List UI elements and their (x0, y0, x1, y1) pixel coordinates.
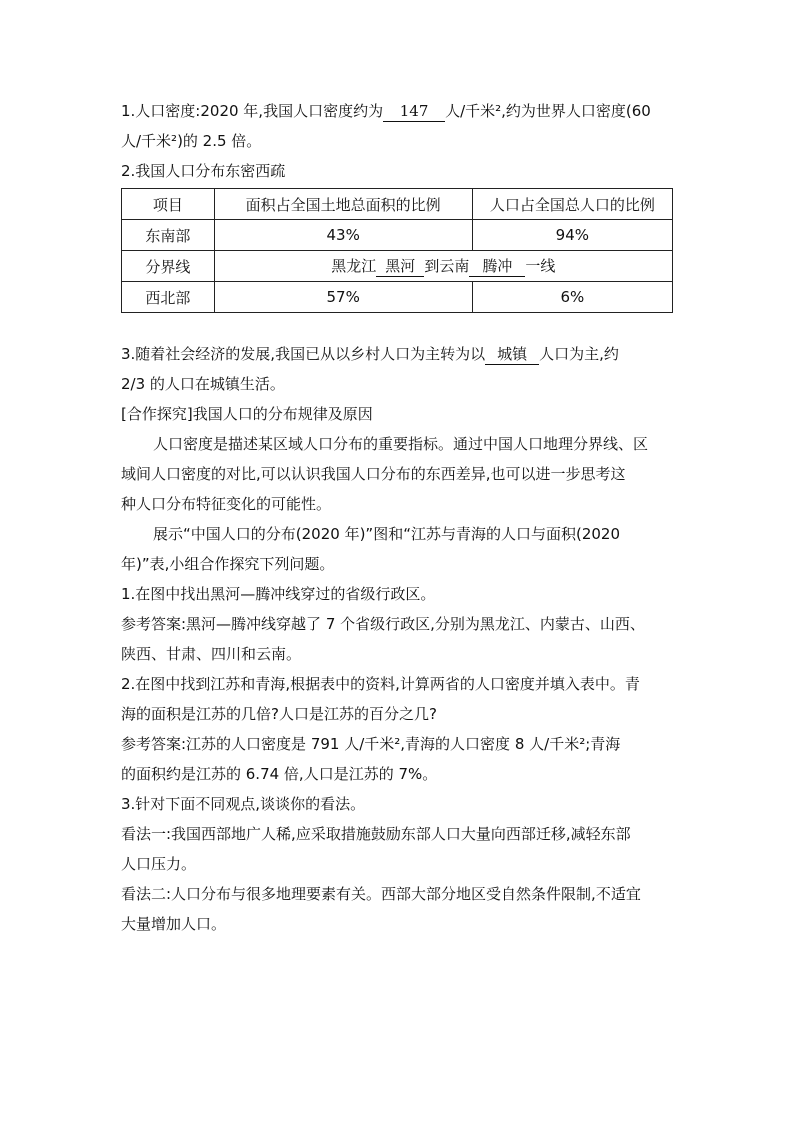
table-row (122, 251, 673, 282)
question-2-line: 海的面积是江苏的几倍?人口是江苏的百分之几? (121, 705, 437, 723)
answer-1-line: 陕西、甘肃、四川和云南。 (121, 645, 302, 663)
intro-line: 域间人口密度的对比,可以认识我国人口分布的东西差异,也可以进一步思考这 (121, 465, 626, 483)
boundary-text: 到云南 (424, 257, 470, 275)
answer-2-line: 参考答案:江苏的人口密度是 791 人/千米²,青海的人口密度 8 人/千米²;青海 (121, 735, 621, 753)
population-distribution-table (121, 188, 673, 313)
section3-line2: 2/3 的人口在城镇生活。 (121, 375, 285, 393)
boundary-line-cell (214, 251, 672, 282)
table-cell: 43% (214, 220, 472, 251)
section1-line2: 人/千米²)的 2.5 倍。 (121, 132, 262, 150)
question-1: 1.在图中找出黑河—腾冲线穿过的省级行政区。 (121, 585, 436, 603)
explore-title: [合作探究]我国人口的分布规律及原因 (121, 405, 373, 423)
boundary-text: 一线 (525, 257, 556, 275)
question-3: 3.针对下面不同观点,谈谈你的看法。 (121, 795, 366, 813)
answer-1-line: 参考答案:黑河—腾冲线穿越了 7 个省级行政区,分别为黑龙江、内蒙古、山西、 (121, 615, 645, 633)
task-line: 展示“中国人口的分布(2020 年)”图和“江苏与青海的人口与面积(2020 (153, 525, 620, 543)
intro-line: 种人口分布特征变化的可能性。 (121, 495, 332, 513)
section2-title: 2.我国人口分布东密西疏 (121, 162, 286, 180)
intro-line: 人口密度是描述某区域人口分布的重要指标。通过中国人口地理分界线、区 (153, 435, 649, 453)
table-row (122, 282, 673, 313)
row-label: 西北部 (122, 282, 215, 313)
view-1-line: 人口压力。 (121, 855, 197, 873)
answer-2-line: 的面积约是江苏的 6.74 倍,人口是江苏的 7%。 (121, 765, 438, 783)
view-2-line: 大量增加人口。 (121, 915, 227, 933)
table-row (122, 220, 673, 251)
row-label: 分界线 (122, 251, 215, 282)
table-cell: 57% (214, 282, 472, 313)
question-2-line: 2.在图中找到江苏和青海,根据表中的资料,计算两省的人口密度并填入表中。青 (121, 675, 640, 693)
table-cell: 94% (472, 220, 672, 251)
boundary-text: 黑龙江 (331, 257, 377, 275)
table-header-row (122, 189, 673, 220)
section3-text-suffix: 人口为主,约 (539, 345, 619, 363)
blank-heihe: 黑河 (376, 256, 424, 277)
view-2-line: 看法二:人口分布与很多地理要素有关。西部大部分地区受自然条件限制,不适宜 (121, 885, 641, 903)
task-line: 年)”表,小组合作探究下列问题。 (121, 555, 335, 573)
table-header-cell: 面积占全国土地总面积的比例 (214, 189, 472, 220)
document-body (121, 96, 681, 939)
table-header-cell: 项目 (122, 189, 215, 220)
blank-urban: 城镇 (485, 344, 539, 365)
row-label: 东南部 (122, 220, 215, 251)
section1-text: 1.人口密度:2020 年,我国人口密度约为 (121, 102, 384, 120)
section3-text: 3.随着社会经济的发展,我国已从以乡村人口为主转为以 (121, 345, 486, 363)
view-1-line: 看法一:我国西部地广人稀,应采取措施鼓励东部人口大量向西部迁移,减轻东部 (121, 825, 631, 843)
section3-line1 (121, 339, 681, 369)
table-header-cell: 人口占全国总人口的比例 (472, 189, 672, 220)
blank-tengchong: 腾冲 (469, 256, 525, 277)
section1-line1 (121, 96, 681, 126)
section1-text-suffix: 人/千米²,约为世界人口密度(60 (445, 102, 651, 120)
blank-population-density: 147 (383, 101, 445, 122)
table-cell: 6% (472, 282, 672, 313)
